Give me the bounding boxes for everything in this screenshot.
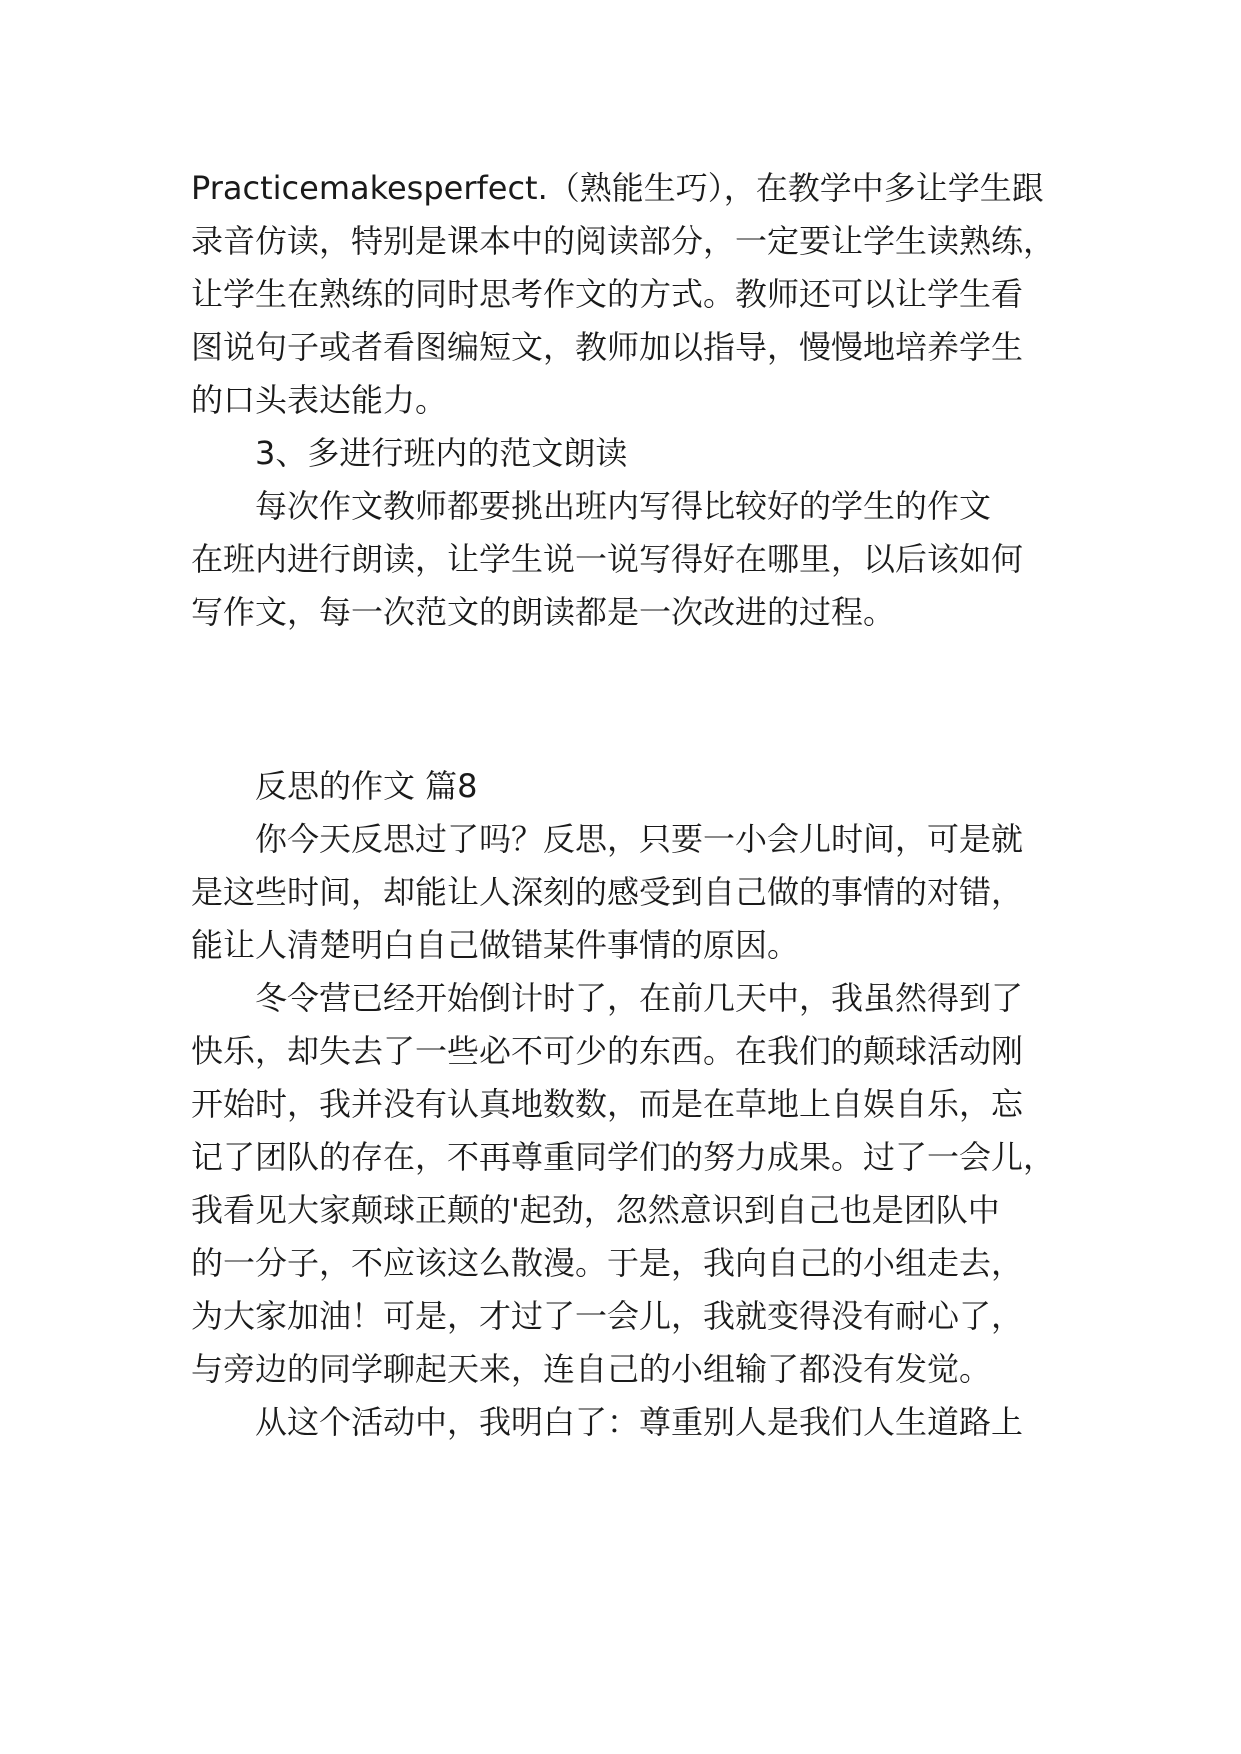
text-line: 的口头表达能力。: [191, 381, 448, 419]
text-line: 与旁边的同学聊起天来，连自己的小组输了都没有发觉。: [191, 1350, 992, 1388]
text-line: 在班内进行朗读，让学生说一说写得好在哪里，以后该如何: [191, 540, 1024, 578]
text-line: 能让人清楚明白自己做错某件事情的原因。: [191, 926, 800, 964]
text-line: 你今天反思过了吗？反思，只要一小会儿时间，可是就: [255, 820, 1024, 858]
text-line: 开始时，我并没有认真地数数，而是在草地上自娱自乐，忘: [191, 1085, 1024, 1123]
text-line: 为大家加油！可是，才过了一会儿，我就变得没有耐心了，: [191, 1297, 1024, 1335]
text-line: 录音仿读，特别是课本中的阅读部分，一定要让学生读熟练，: [191, 222, 1056, 260]
text-line: Practicemakesperfect.（熟能生巧），在教学中多让学生跟: [191, 169, 1044, 207]
text-line: 我看见大家颠球正颠的'起劲，忽然意识到自己也是团队中: [191, 1191, 1000, 1229]
text-line: 每次作文教师都要挑出班内写得比较好的学生的作文: [255, 487, 992, 525]
text-line: 图说句子或者看图编短文，教师加以指导，慢慢地培养学生: [191, 328, 1024, 366]
text-line: 写作文，每一次范文的朗读都是一次改进的过程。: [191, 593, 896, 631]
text-line: 冬令营已经开始倒计时了，在前几天中，我虽然得到了: [255, 979, 1024, 1017]
text-line: 的一分子，不应该这么散漫。于是，我向自己的小组走去，: [191, 1244, 1024, 1282]
article-title: 反思的作文 篇8: [255, 767, 478, 805]
text-line: 是这些时间，却能让人深刻的感受到自己做的事情的对错，: [191, 873, 1024, 911]
text-line: 从这个活动中，我明白了：尊重别人是我们人生道路上: [255, 1403, 1024, 1441]
section-heading: 3、多进行班内的范文朗读: [255, 434, 628, 472]
text-line: 记了团队的存在，不再尊重同学们的努力成果。过了一会儿，: [191, 1138, 1056, 1176]
text-line: 快乐，却失去了一些必不可少的东西。在我们的颠球活动刚: [191, 1032, 1024, 1070]
text-line: 让学生在熟练的同时思考作文的方式。教师还可以让学生看: [191, 275, 1024, 313]
